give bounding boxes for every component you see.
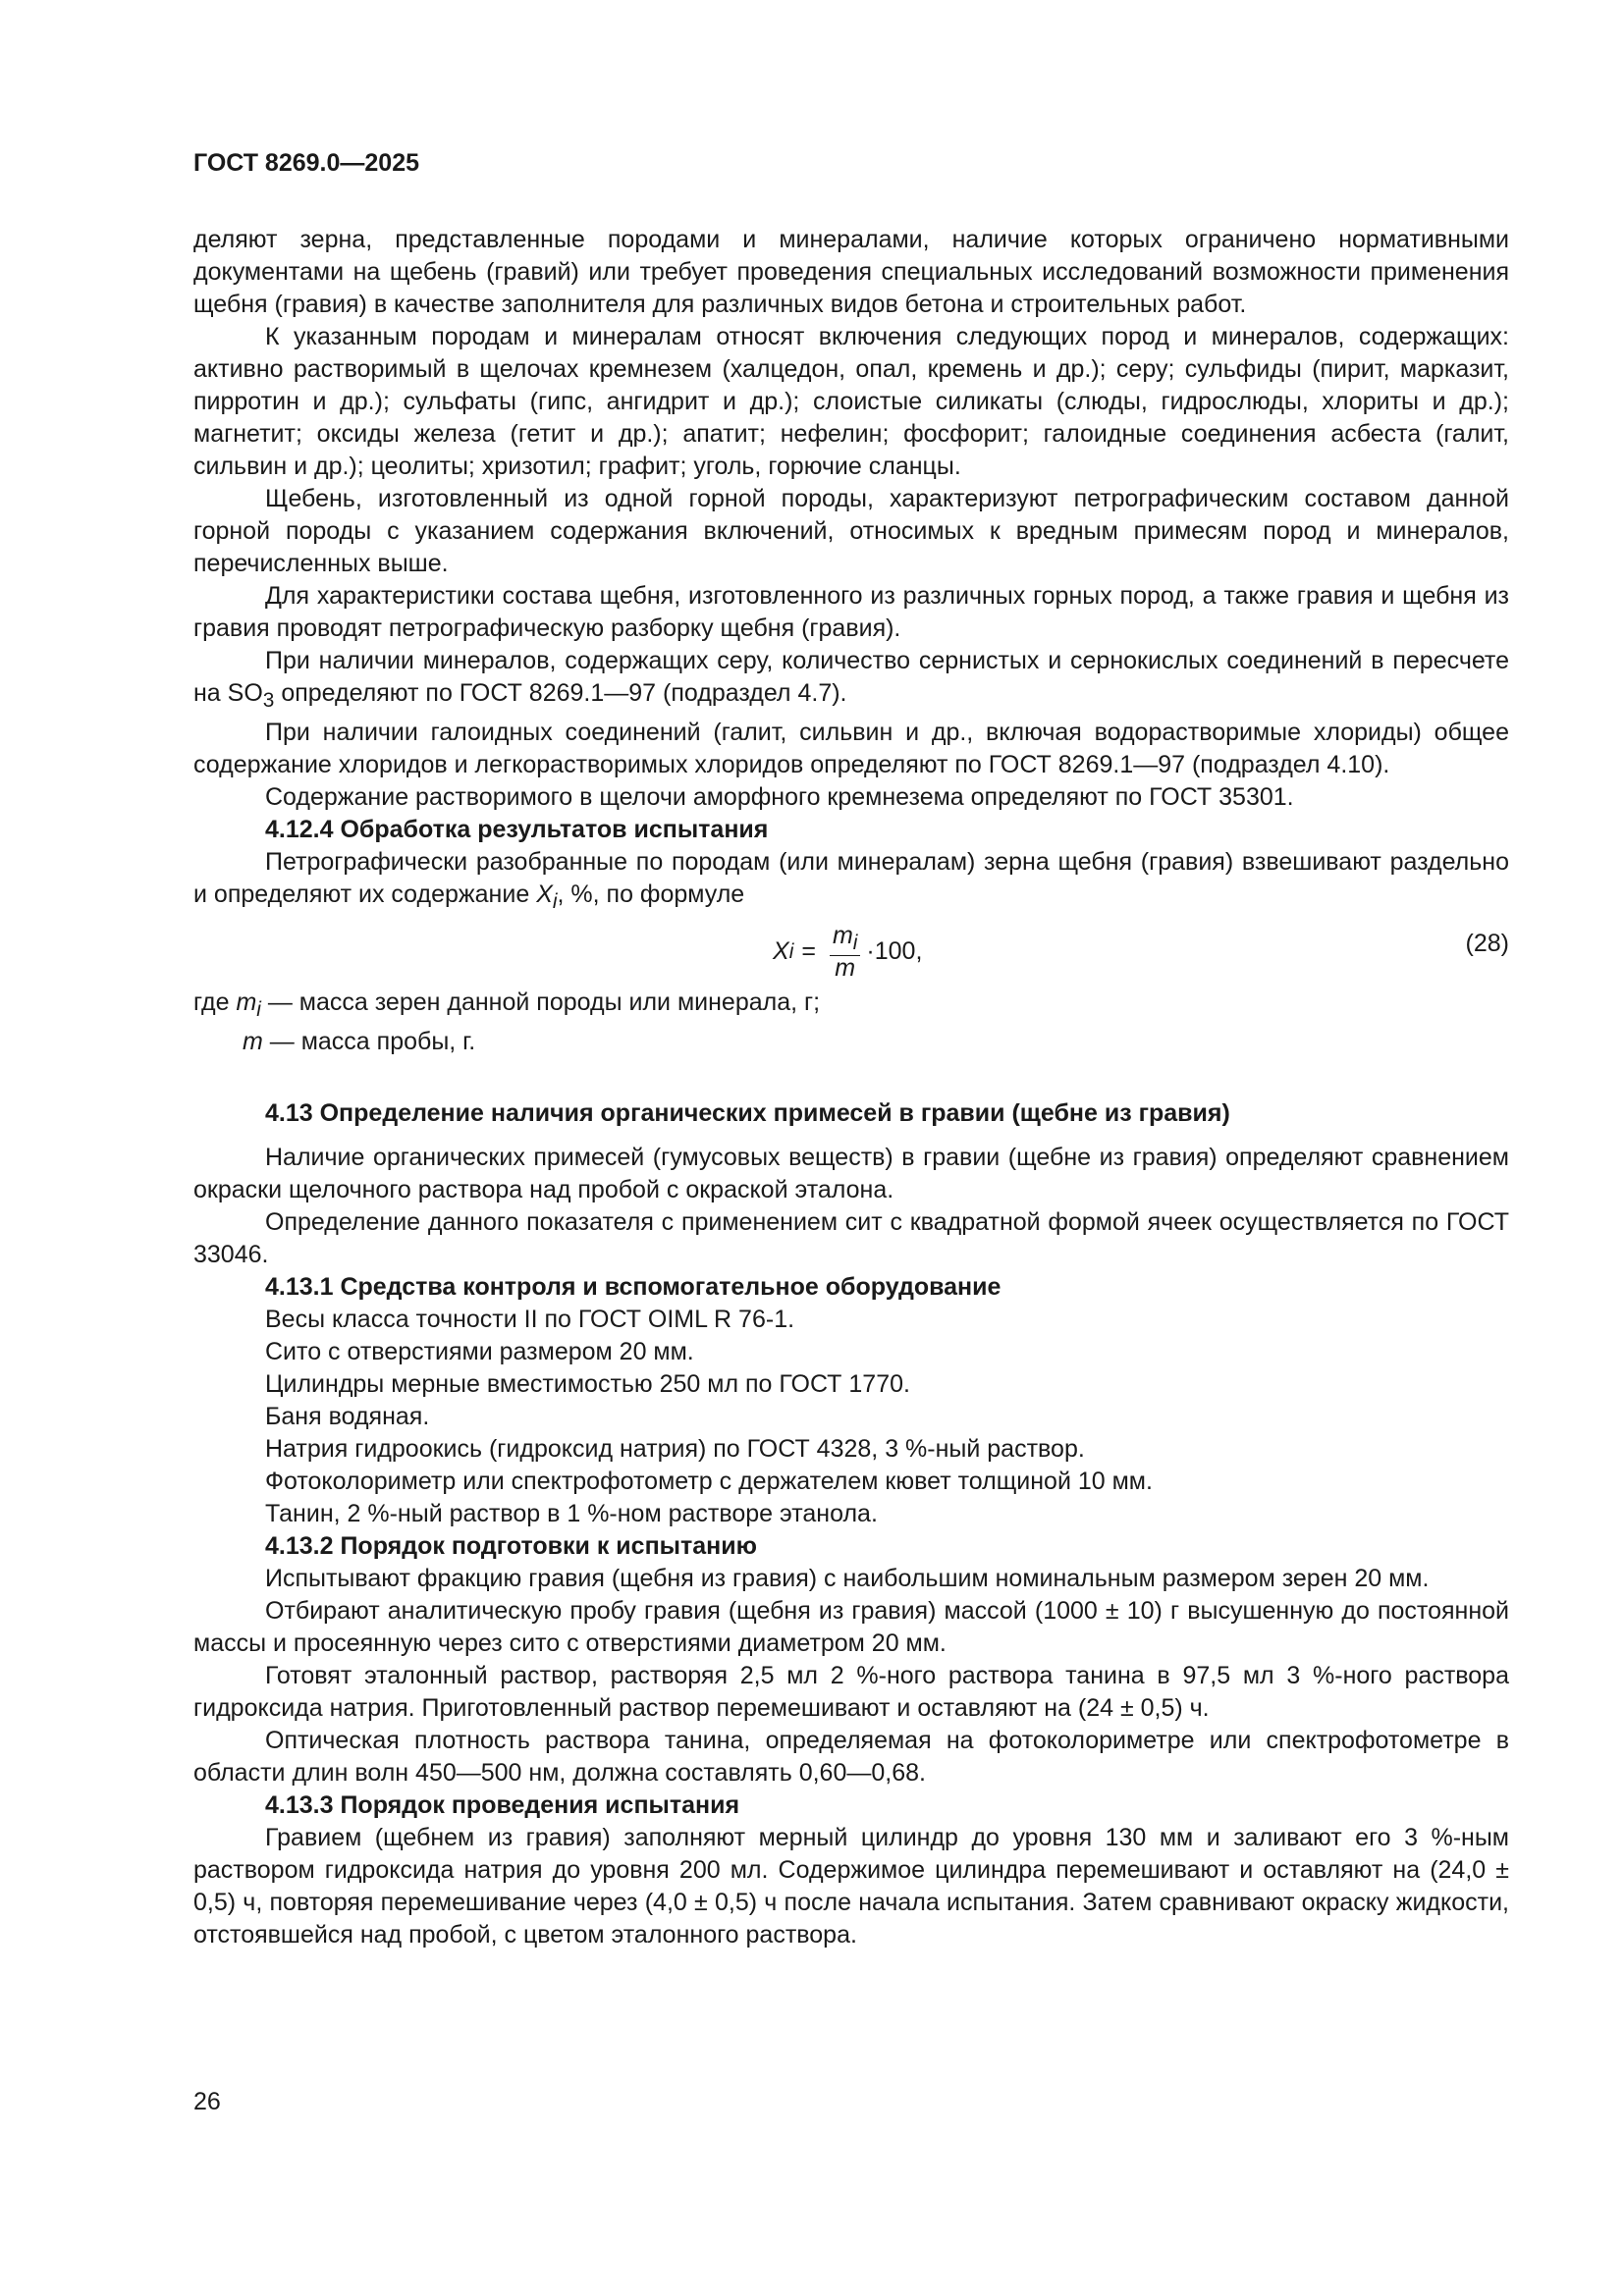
where-line: m — масса пробы, г.	[243, 1028, 476, 1055]
equipment-item: Баня водяная.	[265, 1403, 430, 1430]
section-heading-4-13-3: 4.13.3 Порядок проведения испытания	[265, 1791, 740, 1819]
page-content	[193, 224, 1509, 1951]
paragraph: Оптическая плотность раствора танина, определяемая на фотоколориметре или спектрофотометре в области длин волн 450—500 нм, должна составлять 0,60—0,68.	[193, 1727, 1509, 1787]
formula-28	[193, 921, 1509, 982]
equipment-item: Цилиндры мерные вместимостью 250 мл по ГОСТ 1770.	[265, 1370, 910, 1398]
page-header: ГОСТ 8269.0—2025	[193, 149, 420, 177]
paragraph: деляют зерна, представленные породами и минералами, наличие которых ограничено нормативными документами на щебень (гравий) или требует проведения специальных исследований возможности применения щебня (гравия) в качестве заполнителя для различных видов бетона и строительных работ.	[193, 226, 1509, 318]
paragraph: Определение данного показателя с применением сит с квадратной формой ячеек осуществляется по ГОСТ 33046.	[193, 1208, 1509, 1268]
section-heading-4-12-4: 4.12.4 Обработка результатов испытания	[265, 816, 769, 843]
equipment-item: Сито с отверстиями размером 20 мм.	[265, 1338, 694, 1365]
equipment-item: Танин, 2 %-ный раствор в 1 %-ном растворе этанола.	[265, 1500, 878, 1527]
section-heading-4-13-1: 4.13.1 Средства контроля и вспомогательное оборудование	[265, 1273, 1001, 1301]
fraction: $\frac{m_i}{m}$	[830, 924, 860, 980]
paragraph: Готовят эталонный раствор, растворяя 2,5 мл 2 %-ного раствора танина в 97,5 мл 3 %-ного раствора гидроксида натрия. Приготовленный раствор перемешивают и оставляют на (24 ± 0,5) ч.	[193, 1662, 1509, 1722]
equipment-item: Натрия гидроокись (гидроксид натрия) по ГОСТ 4328, 3 %-ный раствор.	[265, 1435, 1085, 1463]
paragraph: К указанным породам и минералам относят включения следующих пород и минералов, содержащих: активно растворимый в щелочах кремнезем (халцедон, опал, кремень и др.); серу; сульфиды (пирит, марказит, пирротин и др.); сульфаты (гипс, ангидрит и др.); слоистые силикаты (слюды, гидрослюды, хлориты и др.); магнетит; оксиды железа (гетит и др.); апатит; нефелин; фосфорит; галоидные соединения асбеста (галит, сильвин и др.); цеолиты; хризотил; графит; уголь, горючие сланцы.	[193, 323, 1509, 480]
formula-expression: X i = $\frac{m_i}{m}$ ·100,	[773, 921, 923, 982]
paragraph: Петрографически разобранные по породам (или минералам) зерна щебня (гравия) взвешивают раздельно и определяют их содержание $X_i$, %, по формуле	[193, 848, 1509, 913]
paragraph: Гравием (щебнем из гравия) заполняют мерный цилиндр до уровня 130 мм и заливают его 3 %-ным раствором гидроксида натрия до уровня 200 мл. Содержимое цилиндра перемешивают и оставляют на (24,0 ± 0,5) ч, повторяя перемешивание через (4,0 ± 0,5) ч после начала испытания. Затем сравнивают окраску жидкости, отстоявшейся над пробой, с цветом эталонного раствора.	[193, 1824, 1509, 1949]
paragraph: Для характеристики состава щебня, изготовленного из различных горных пород, а также гравия и щебня из гравия проводят петрографическую разборку щебня (гравия).	[193, 582, 1509, 642]
paragraph: Щебень, изготовленный из одной горной породы, характеризуют петрографическим составом данной горной породы с указанием содержания включений, относимых к вредным примесям пород и минералов, перечисленных выше.	[193, 485, 1509, 577]
paragraph: Испытывают фракцию гравия (щебня из гравия) с наибольшим номинальным размером зерен 20 мм.	[265, 1565, 1430, 1592]
paragraph: При наличии минералов, содержащих серу, количество сернистых и сернокислых соединений в пересчете на $SO_3$ определяют по ГОСТ 8269.1—97 (подраздел 4.7).	[193, 647, 1509, 712]
paragraph: Содержание растворимого в щелочи аморфного кремнезема определяют по ГОСТ 35301.	[265, 783, 1294, 811]
section-heading-4-13-2: 4.13.2 Порядок подготовки к испытанию	[265, 1532, 757, 1560]
equation-number: (28)	[1465, 930, 1509, 957]
where-line: где $m_i$ — масса зерен данной породы или минерала, г;	[193, 988, 821, 1021]
equipment-item: Весы класса точности II по ГОСТ OIML R 76-1.	[265, 1306, 795, 1333]
section-heading-4-13: 4.13 Определение наличия органических примесей в гравии (щебне из гравия)	[265, 1099, 1230, 1127]
paragraph: При наличии галоидных соединений (галит, сильвин и др., включая водорастворимые хлориды) общее содержание хлоридов и легкорастворимых хлоридов определяют по ГОСТ 8269.1—97 (подраздел 4.10).	[193, 719, 1509, 778]
paragraph: Наличие органических примесей (гумусовых веществ) в гравии (щебне из гравия) определяют сравнением окраски щелочного раствора над пробой с окраской эталона.	[193, 1144, 1509, 1203]
paragraph: Отбирают аналитическую пробу гравия (щебня из гравия) массой (1000 ± 10) г высушенную до постоянной массы и просеянную через сито с отверстиями диаметром 20 мм.	[193, 1597, 1509, 1657]
equipment-item: Фотоколориметр или спектрофотометр с держателем кювет толщиной 10 мм.	[265, 1468, 1153, 1495]
page-number: 26	[193, 2088, 221, 2115]
